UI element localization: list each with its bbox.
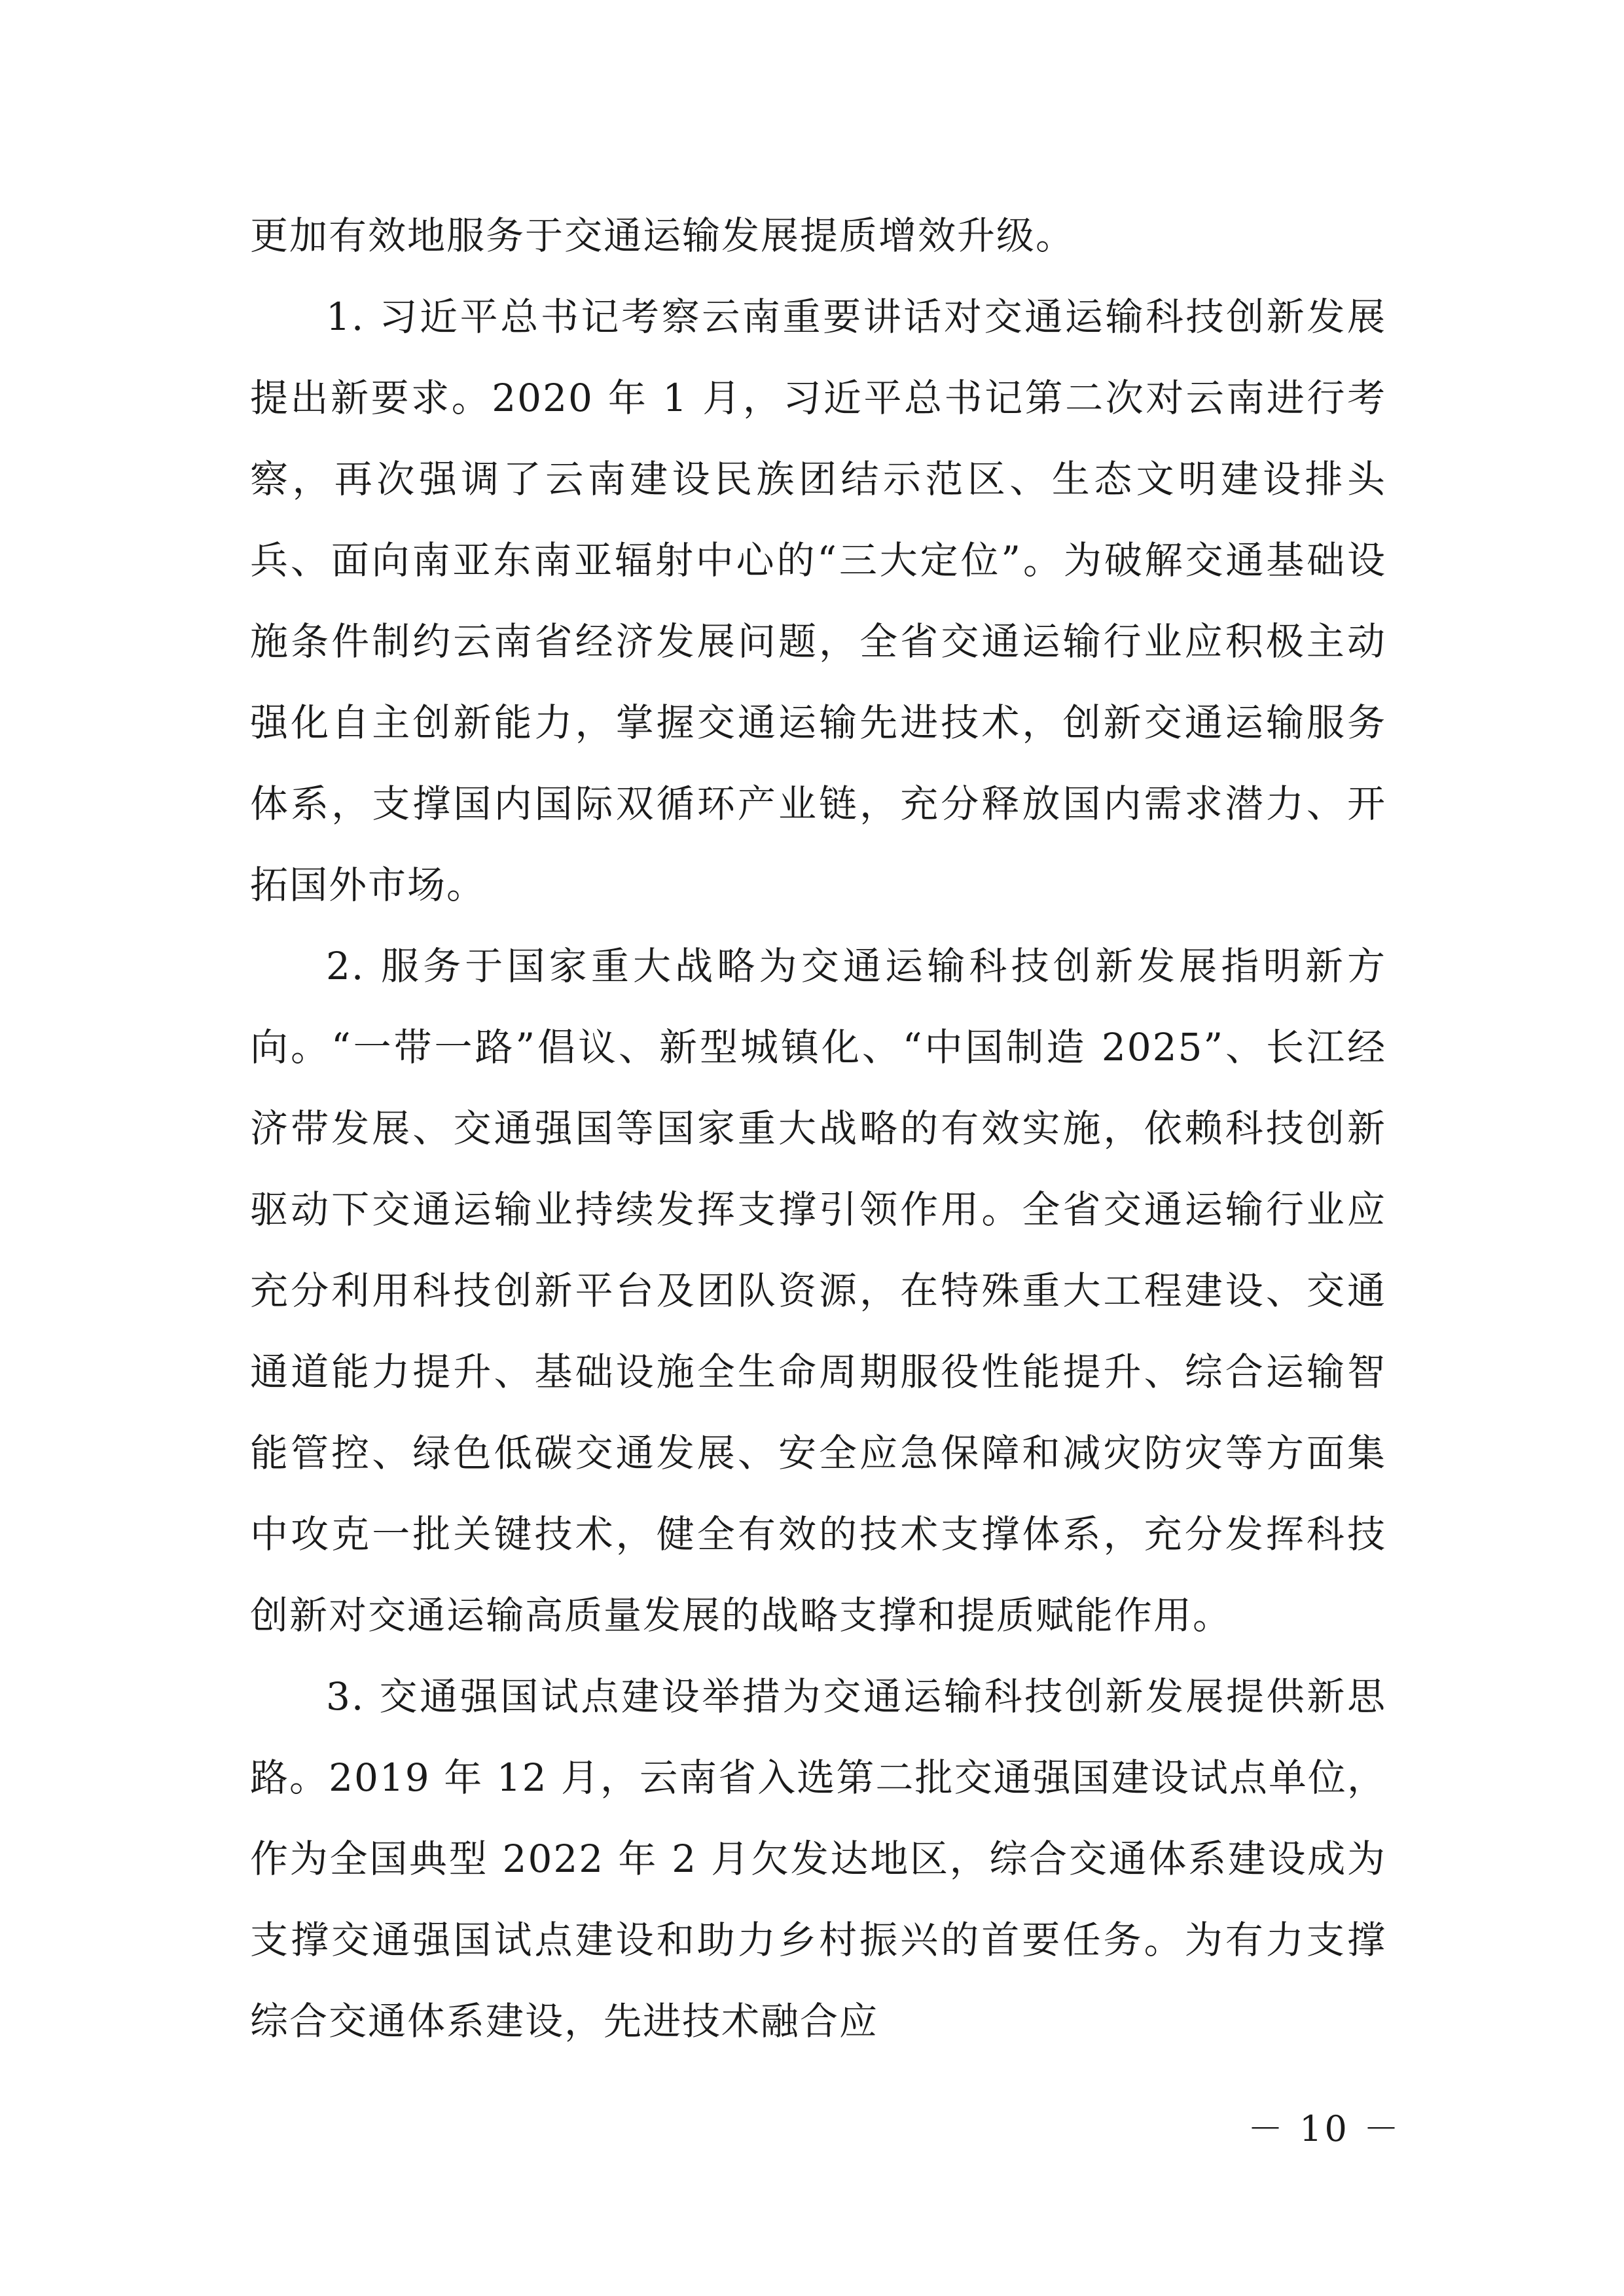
page-number: － 10 － (1247, 2108, 1401, 2149)
paragraph-continuation: 更加有效地服务于交通运输发展提质增效升级。 (250, 213, 1075, 258)
paragraph-item-2: 2. 服务于国家重大战略为交通运输科技创新发展指明新方向。“一带一路”倡议、新型城镇化、“中国制造 2025”、长江经济带发展、交通强国等国家重大战略的有效实施，依赖科技创新驱动下交通运输业持续发挥支撑引领作用。全省交通运输行业应充分利用科技创新平台及团队资源，在特殊重大工程建设、交通通道能力提升、基础设施全生命周期服役性能提升、综合运输智能管控、绿色低碳交通发展、安全应急保障和减灾防灾等方面集中攻克一批关键技术，健全有效的技术支撑体系，充分发挥科技创新对交通运输高质量发展的战略支撑和提质赋能作用。 (250, 944, 1386, 1638)
paragraph-item-3: 3. 交通强国试点建设举措为交通运输科技创新发展提供新思路。2019 年 12 月，云南省入选第二批交通强国建设试点单位，作为全国典型 2022 年 2 月欠发达地区，综合交通体系建设成为支撑交通强国试点建设和助力乡村振兴的首要任务。为有力支撑综合交通体系建设，先进技术融合应 (250, 1674, 1386, 2043)
body-text (250, 195, 1386, 2062)
paragraph-item-1: 1. 习近平总书记考察云南重要讲话对交通运输科技创新发展提出新要求。2020 年 1 月，习近平总书记第二次对云南进行考察，再次强调了云南建设民族团结示范区、生态文明建设排头兵、面向南亚东南亚辐射中心的“三大定位”。为破解交通基础设施条件制约云南省经济发展问题，全省交通运输行业应积极主动强化自主创新能力，掌握交通运输先进技术，创新交通运输服务体系，支撑国内国际双循环产业链，充分释放国内需求潜力、开拓国外市场。 (250, 295, 1386, 907)
